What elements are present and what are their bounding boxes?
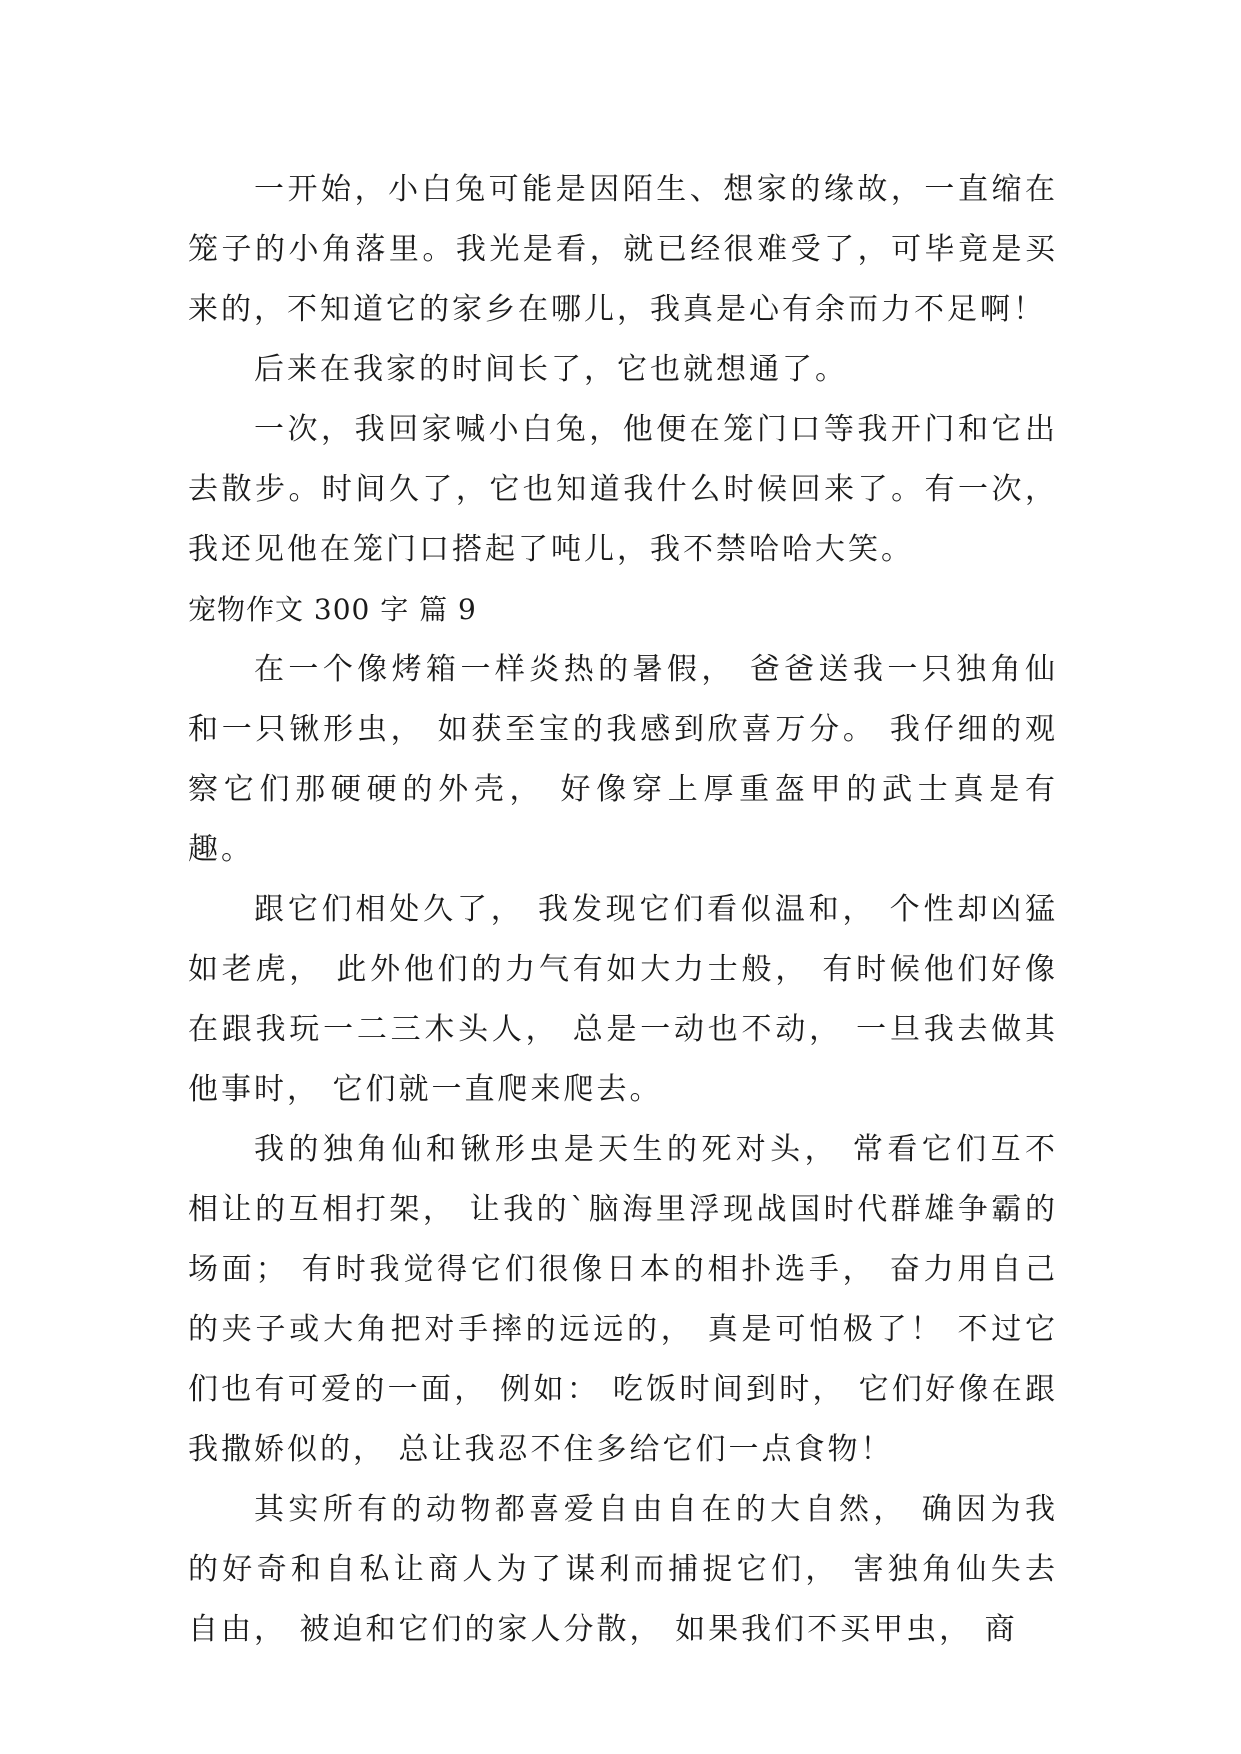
section-heading: 宠物作文 300 字 篇 9 <box>188 593 477 626</box>
paragraph-beetle-gift: 在一个像烤箱一样炎热的暑假， 爸爸送我一只独角仙和一只锹形虫， 如获至宝的我感到欣喜万分。 我仔细的观察它们那硬硬的外壳， 好像穿上厚重盔甲的武士真是有趣。 <box>188 652 1058 867</box>
document-body <box>188 160 1058 1660</box>
paragraph-rabbit-adjusted: 后来在我家的时间长了，它也就想通了。 <box>254 352 848 387</box>
paragraph-beetle-fight: 我的独角仙和锹形虫是天生的死对头， 常看它们互不相让的互相打架， 让我的`脑海里浮现战国时代群雄争霸的场面； 有时我觉得它们很像日本的相扑选手， 奋力用自己的夹子或大角把对手摔的远远的， 真是可怕极了！ 不过它们也有可爱的一面， 例如： 吃饭时间到时， 它们好像在跟我撒娇似的， 总让我忍不住多给它们一点食物！ <box>188 1132 1058 1467</box>
paragraph-beetle-freedom: 其实所有的动物都喜爱自由自在的大自然， 确因为我的好奇和自私让商人为了谋利而捕捉它们， 害独角仙失去自由， 被迫和它们的家人分散， 如果我们不买甲虫， 商 <box>188 1492 1058 1647</box>
paragraph-beetle-character: 跟它们相处久了， 我发现它们看似温和， 个性却凶猛如老虎， 此外他们的力气有如大力士般， 有时候他们好像在跟我玩一二三木头人， 总是一动也不动， 一旦我去做其他事时， 它们就一直爬来爬去。 <box>188 892 1058 1107</box>
paragraph-rabbit-intro: 一开始，小白兔可能是因陌生、想家的缘故，一直缩在笼子的小角落里。我光是看，就已经很难受了，可毕竟是买来的，不知道它的家乡在哪儿，我真是心有余而力不足啊！ <box>188 172 1058 327</box>
paragraph-rabbit-walk: 一次，我回家喊小白兔，他便在笼门口等我开门和它出去散步。时间久了，它也知道我什么时候回来了。有一次，我还见他在笼门口搭起了吨儿，我不禁哈哈大笑。 <box>188 412 1058 567</box>
